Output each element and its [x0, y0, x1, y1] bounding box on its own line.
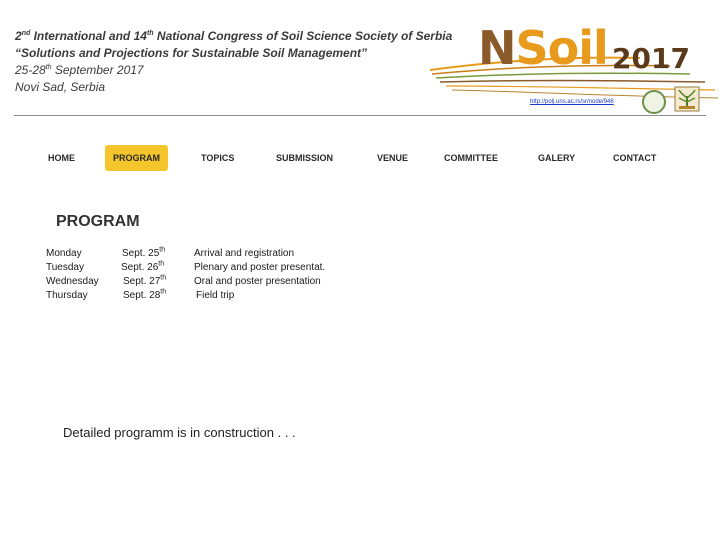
schedule-event: Field trip [196, 290, 235, 301]
nav-item-venue[interactable]: VENUE [377, 153, 409, 163]
congress-number: 2 [15, 29, 22, 43]
logo-year: 2017 [612, 42, 690, 75]
schedule-date-text: Sept. 28 [123, 290, 161, 301]
schedule-event: Arrival and registration [194, 248, 295, 259]
schedule-day: Tuesday [46, 262, 84, 273]
congress-location: Novi Sad, Serbia [15, 80, 106, 94]
schedule-event: Plenary and poster presentat. [194, 262, 326, 273]
nav-item-topics[interactable]: TOPICS [201, 153, 235, 163]
schedule-date [122, 247, 165, 261]
main-navigation [0, 145, 720, 171]
schedule-day: Thursday [46, 290, 88, 301]
university-seal-icon [642, 90, 666, 114]
schedule-date-text: Sept. 26 [121, 262, 159, 273]
logo-letter-n: N [478, 21, 516, 75]
ordinal-suffix: th [158, 260, 165, 268]
congress-title-mid: International and 14 [30, 29, 147, 43]
schedule-date [123, 275, 166, 289]
congress-dates [15, 62, 452, 79]
nav-item-home[interactable]: HOME [48, 153, 75, 163]
schedule-day: Wednesday [46, 276, 99, 287]
nav-item-program[interactable]: PROGRAM [105, 145, 168, 171]
congress-title-rest: National Congress of Soil Science Society of Serbia [153, 29, 453, 43]
ordinal-suffix: th [160, 288, 167, 296]
schedule-day: Monday [46, 248, 82, 259]
header-divider [14, 115, 706, 116]
ordinal-suffix: th [160, 274, 167, 282]
ordinal-suffix: th [45, 64, 52, 71]
nav-item-committee[interactable]: COMMITTEE [444, 153, 498, 163]
congress-subtitle: “Solutions and Projections for Sustainable Soil Management” [15, 46, 368, 60]
date-month-year: September 2017 [51, 63, 144, 77]
logo-word-soil: Soil [515, 21, 608, 75]
schedule-date [123, 289, 166, 303]
ordinal-suffix: nd [21, 30, 31, 37]
nav-item-galery[interactable]: GALERY [538, 153, 576, 163]
schedule-date-text: Sept. 27 [123, 276, 161, 287]
congress-title [15, 28, 452, 45]
schedule-date-text: Sept. 25 [122, 248, 160, 259]
ordinal-suffix: th [146, 30, 154, 37]
schedule-event: Oral and poster presentation [194, 276, 321, 287]
construction-notice: Detailed programm is in construction . . . [63, 425, 296, 440]
logo-url-link[interactable]: http://polj.uns.ac.rs/sr/node/948 [530, 99, 614, 105]
congress-header [15, 28, 452, 96]
nav-item-submission[interactable]: SUBMISSION [276, 153, 334, 163]
page-title: PROGRAM [56, 213, 140, 230]
ordinal-suffix: th [159, 246, 166, 254]
nav-item-contact[interactable]: CONTACT [613, 153, 657, 163]
date-range: 25-28 [15, 63, 46, 77]
schedule-date [121, 261, 164, 275]
nsoil-logo [430, 12, 720, 122]
logo-wordmark [478, 22, 608, 74]
plant-emblem-icon [674, 86, 700, 112]
